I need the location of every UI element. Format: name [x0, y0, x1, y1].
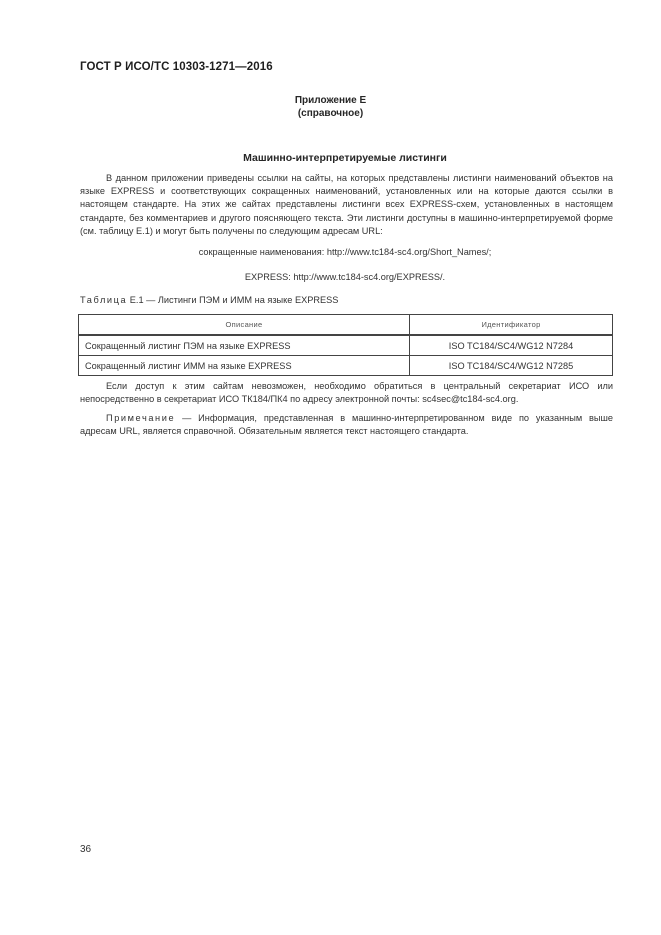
intro-paragraph-text: В данном приложении приведены ссылки на сайты, на которых представлены листинги наименований объектов на языке EXPRESS и соответствующих сокращенных наименований, установленных или на которые даются ссылки в настоящем стандарте. На этих же сайтах представлены листинги всех EXPRESS-схем, установленных в настоящем стандарте, без комментариев и другого поясняющего текста. Эти листинги доступны в машинно-интерпретируемой форме (см. таблицу Е.1) и могут быть получены по следующим адресам URL: — [80, 173, 613, 236]
column-header-description: Описание — [79, 315, 410, 336]
annex-title: Приложение Е — [294, 95, 367, 106]
section-title: Машинно-интерпретируемые листинги — [243, 152, 447, 164]
document-id-header: ГОСТ Р ИСО/ТС 10303-1271—2016 — [80, 61, 273, 73]
table-caption-label: Таблица — [80, 295, 128, 305]
table-header-row — [79, 315, 613, 336]
column-header-identifier: Идентификатор — [410, 315, 613, 336]
table-row — [79, 335, 613, 356]
intro-paragraph — [80, 172, 613, 238]
cell-identifier: ISO TC184/SC4/WG12 N7285 — [410, 356, 613, 376]
table-caption-text: Е.1 — Листинги ПЭМ и ИММ на языке EXPRESS — [127, 295, 339, 305]
table-row — [79, 356, 613, 376]
page-number: 36 — [80, 844, 92, 855]
url-short-names: сокращенные наименования: http://www.tc184-sc4.org/Short_Names/; — [198, 247, 492, 257]
cell-identifier: ISO TC184/SC4/WG12 N7284 — [410, 335, 613, 356]
cell-description: Сокращенный листинг ИММ на языке EXPRESS — [79, 356, 410, 376]
note-paragraph — [80, 412, 613, 438]
access-paragraph — [80, 380, 613, 406]
access-paragraph-text: Если доступ к этим сайтам невозможен, необходимо обратиться в центральный секретариат ИСО или непосредственно в секретариат ИСО ТК184/ПК4 по адресу электронной почты: sc4sec@tc184-sc4.org. — [80, 381, 613, 405]
annex-subtitle: (справочное) — [297, 108, 364, 119]
note-text: — Информация, представленная в машинно-интерпретированном виде по указанным выше адресам URL, является справочной. Обязательным является текст настоящего стандарта. — [80, 413, 613, 437]
note-label: Примечание — [106, 413, 176, 423]
table-caption — [80, 295, 338, 305]
cell-description: Сокращенный листинг ПЭМ на языке EXPRESS — [79, 335, 410, 356]
listings-table — [78, 314, 613, 376]
annex-heading — [0, 94, 661, 120]
url-express: EXPRESS: http://www.tc184-sc4.org/EXPRESS/. — [244, 272, 446, 282]
